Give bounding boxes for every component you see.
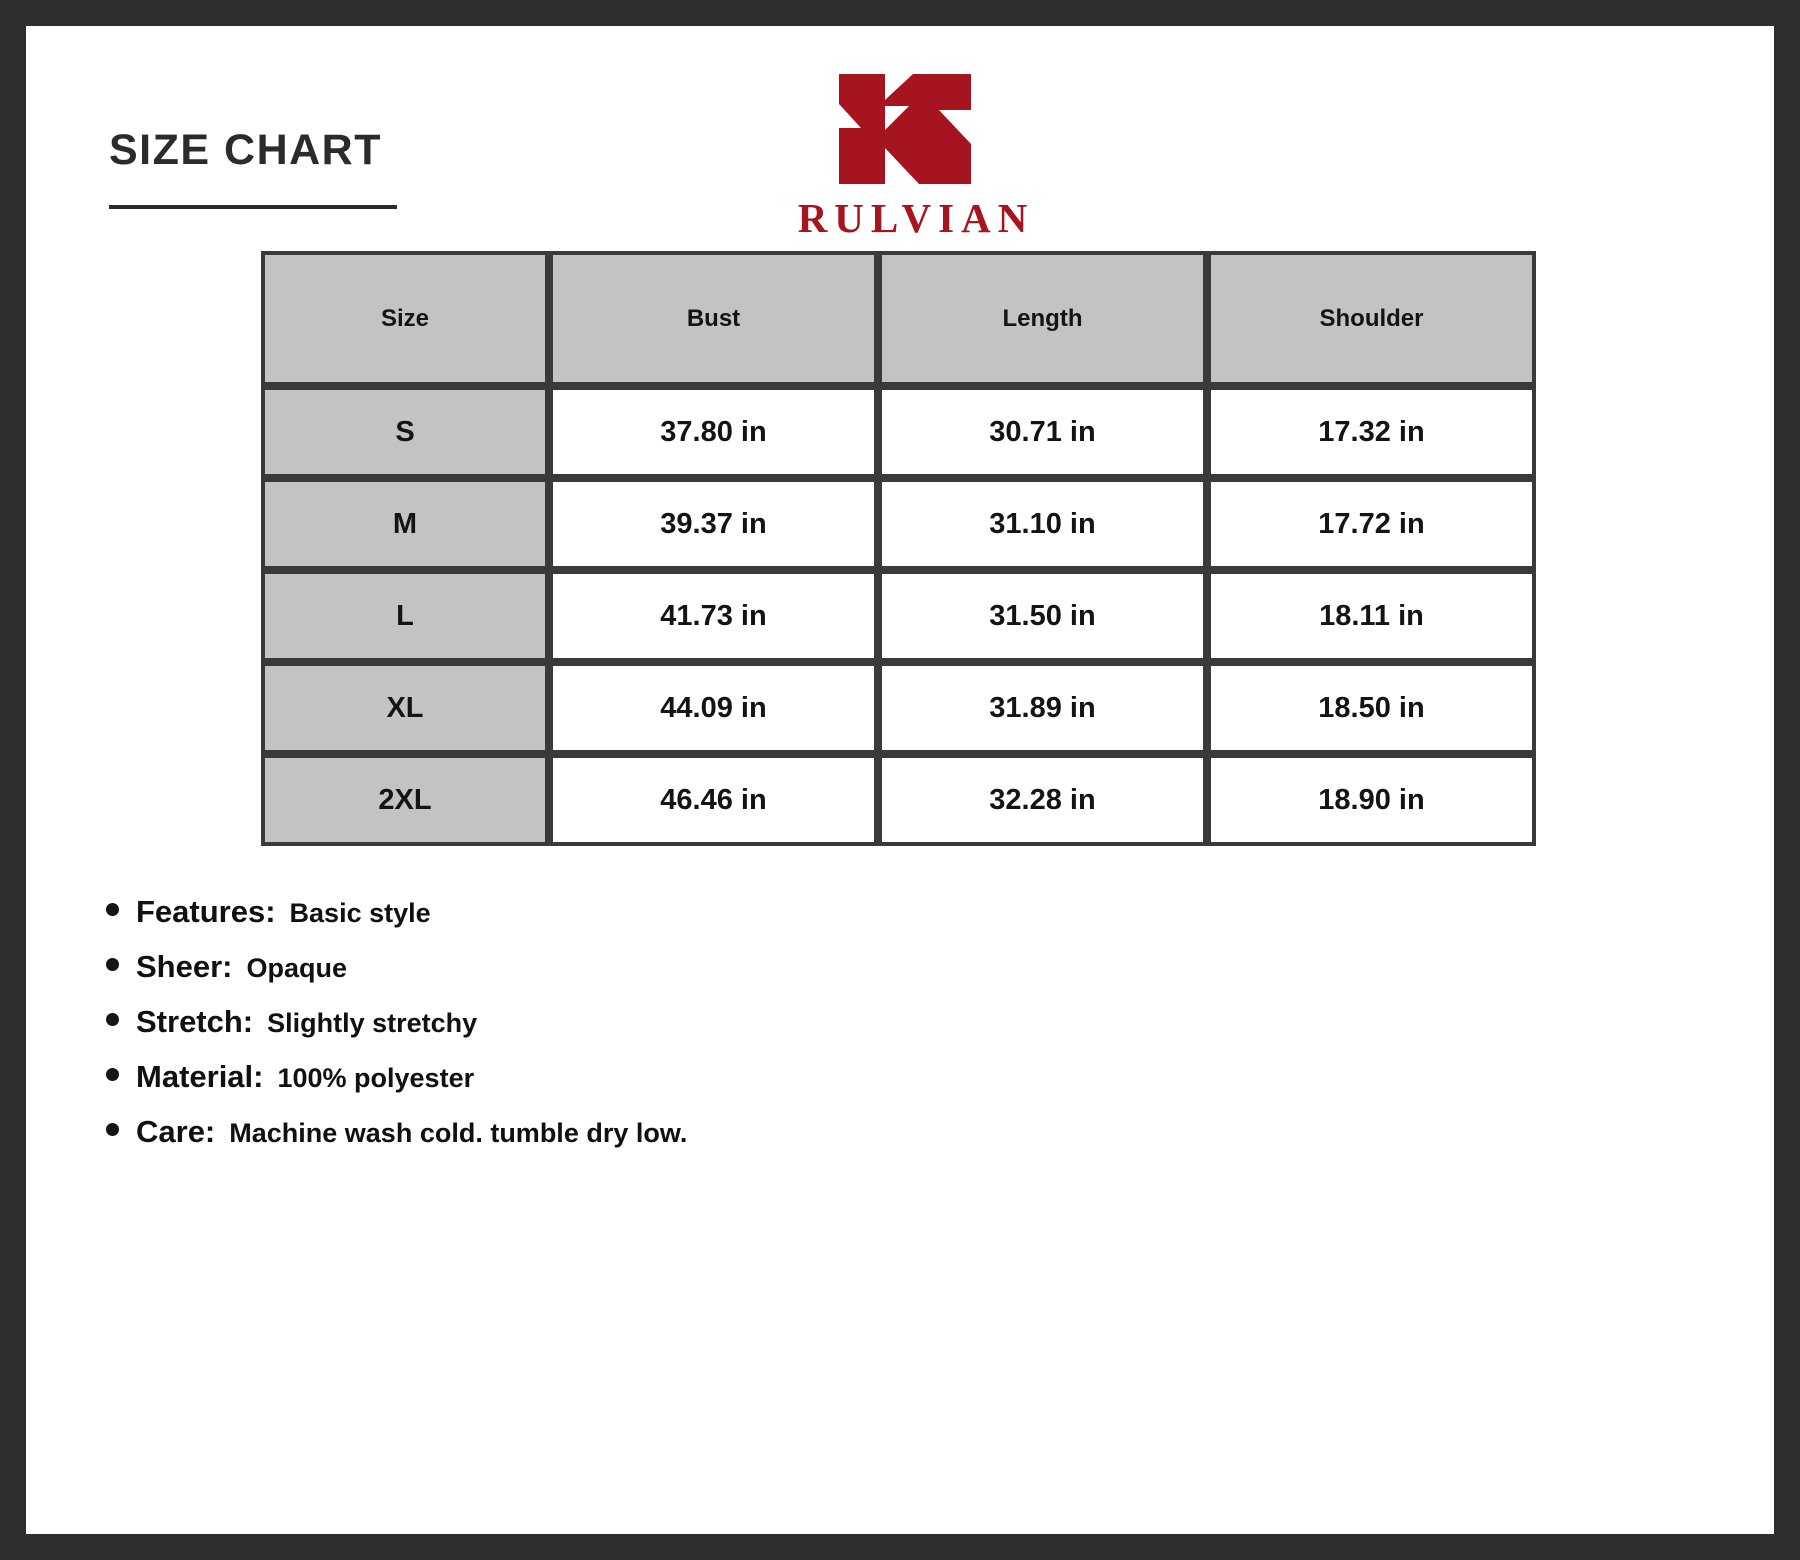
- size-chart-table: [261, 251, 1536, 846]
- table-row: [261, 386, 1536, 478]
- list-item: [86, 894, 1714, 930]
- title-underline-divider: [109, 205, 397, 209]
- cell-length: 31.89 in: [878, 662, 1207, 754]
- document-content: [22, 22, 1778, 1538]
- spec-value: Slightly stretchy: [267, 1008, 478, 1038]
- table-header-row: [261, 251, 1536, 386]
- brand-block: [776, 70, 1056, 242]
- table-row: [261, 754, 1536, 846]
- cell-length: 30.71 in: [878, 386, 1207, 478]
- column-header-bust: Bust: [549, 251, 878, 386]
- list-item: [86, 949, 1714, 985]
- spec-value: Basic style: [289, 898, 431, 928]
- list-item: [86, 1114, 1714, 1150]
- cell-size: M: [261, 478, 549, 570]
- column-header-shoulder: Shoulder: [1207, 251, 1536, 386]
- bullet-dot-icon: [106, 1123, 119, 1136]
- cell-length: 31.10 in: [878, 478, 1207, 570]
- product-specs-list: [86, 894, 1714, 1150]
- title-block: [109, 126, 397, 209]
- cell-shoulder: 18.50 in: [1207, 662, 1536, 754]
- bullet-dot-icon: [106, 1013, 119, 1026]
- cell-size: XL: [261, 662, 549, 754]
- list-item: [86, 1059, 1714, 1095]
- bullet-dot-icon: [106, 903, 119, 916]
- spec-value: Machine wash cold. tumble dry low.: [229, 1118, 688, 1148]
- cell-bust: 41.73 in: [549, 570, 878, 662]
- spec-value: 100% polyester: [277, 1063, 475, 1093]
- spec-label: Stretch:: [136, 1004, 254, 1039]
- spec-value: Opaque: [246, 953, 347, 983]
- document-header: [86, 26, 1714, 251]
- brand-name: RULVIAN: [797, 195, 1035, 241]
- cell-bust: 46.46 in: [549, 754, 878, 846]
- cell-bust: 39.37 in: [549, 478, 878, 570]
- cell-size: S: [261, 386, 549, 478]
- list-item: [86, 1004, 1714, 1040]
- cell-bust: 37.80 in: [549, 386, 878, 478]
- table-row: [261, 662, 1536, 754]
- bullet-dot-icon: [106, 1068, 119, 1081]
- bullet-dot-icon: [106, 958, 119, 971]
- spec-label: Material:: [136, 1059, 264, 1094]
- cell-size: 2XL: [261, 754, 549, 846]
- rulvian-r-monogram-icon: [776, 70, 1056, 188]
- cell-shoulder: 18.90 in: [1207, 754, 1536, 846]
- spec-label: Features:: [136, 894, 276, 929]
- page-title: SIZE CHART: [109, 126, 382, 174]
- spec-label: Care:: [136, 1114, 216, 1149]
- column-header-size: Size: [261, 251, 549, 386]
- cell-size: L: [261, 570, 549, 662]
- cell-shoulder: 17.32 in: [1207, 386, 1536, 478]
- cell-length: 31.50 in: [878, 570, 1207, 662]
- cell-bust: 44.09 in: [549, 662, 878, 754]
- column-header-length: Length: [878, 251, 1207, 386]
- table-row: [261, 478, 1536, 570]
- table-row: [261, 570, 1536, 662]
- cell-shoulder: 18.11 in: [1207, 570, 1536, 662]
- cell-length: 32.28 in: [878, 754, 1207, 846]
- spec-label: Sheer:: [136, 949, 233, 984]
- cell-shoulder: 17.72 in: [1207, 478, 1536, 570]
